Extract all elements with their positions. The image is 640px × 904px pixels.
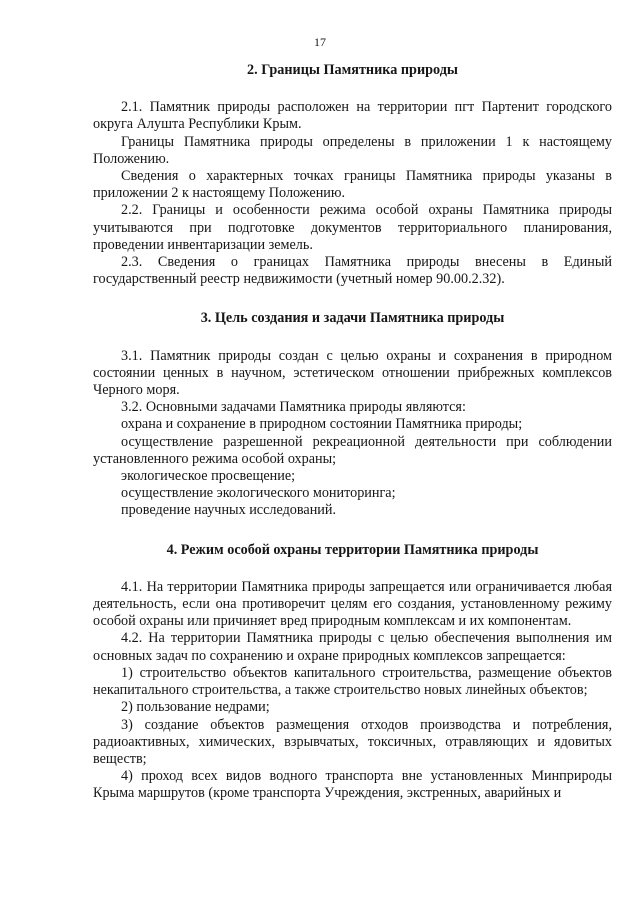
document-body <box>93 62 612 825</box>
paragraph: Границы Памятника природы определены в приложении 1 к настоящему Положению. <box>93 133 612 167</box>
list-item: 4) проход всех видов водного транспорта вне установленных Минприроды Крыма маршрутов (кроме транспорта Учреждения, экстренных, аварийных и <box>93 768 612 802</box>
paragraph: 4.1. На территории Памятника природы запрещается или ограничивается любая деятельность, если она противоречит целям его создания, установленному режиму особой охраны или причиняет вред природным комплексам и их компонентам. <box>93 578 612 630</box>
section-heading: 2. Границы Памятника природы <box>247 62 458 78</box>
paragraph: 2.3. Сведения о границах Памятника природы внесены в Единый государственный реестр недвижимости (учетный номер 90.00.2.32). <box>93 254 612 288</box>
list-item: 1) строительство объектов капитального строительства, размещение объектов некапитального строительства, а также строительство новых линейных объектов; <box>93 664 612 699</box>
section-4-protection-regime <box>93 542 612 803</box>
list-item: 2) пользование недрами; <box>121 699 270 716</box>
paragraph: 2.2. Границы и особенности режима особой охраны Памятника природы учитываются при подготовке документов территориального планирования, проведении инвентаризации земель. <box>93 202 612 253</box>
paragraph: 2.1. Памятник природы расположен на территории пгт Партенит городского округа Алушта Республики Крым. <box>93 99 612 133</box>
list-item: осуществление разрешенной рекреационной деятельности при соблюдении установленного режима особой охраны; <box>93 433 612 467</box>
paragraph: 3.1. Памятник природы создан с целью охраны и сохранения в природном состоянии ценных в научном, эстетическом отношении прибрежных комплексов Черного моря. <box>93 347 612 399</box>
section-heading: 4. Режим особой охраны территории Памятника природы <box>166 541 539 558</box>
section-2-boundaries <box>93 62 612 288</box>
paragraph: Сведения о характерных точках границы Памятника природы указаны в приложении 2 к настоящему Положению. <box>93 168 612 202</box>
list-item: 3) создание объектов размещения отходов производства и потребления, радиоактивных, химических, взрывчатых, токсичных, отравляющих и ядовитых веществ; <box>93 716 612 767</box>
list-item: охрана и сохранение в природном состоянии Памятника природы; <box>121 416 523 433</box>
page-number: 17 <box>314 35 326 49</box>
list-item: осуществление экологического мониторинга; <box>121 485 396 502</box>
section-3-goals <box>93 310 612 519</box>
section-heading: 3. Цель создания и задачи Памятника природы <box>200 310 505 327</box>
list-item: экологическое просвещение; <box>121 468 296 485</box>
paragraph: 3.2. Основными задачами Памятника природы являются: <box>121 399 466 416</box>
list-item: проведение научных исследований. <box>121 502 337 519</box>
paragraph: 4.2. На территории Памятника природы с целью обеспечения выполнения им основных задач по сохранению и охране природных комплексов запрещается: <box>93 630 612 664</box>
